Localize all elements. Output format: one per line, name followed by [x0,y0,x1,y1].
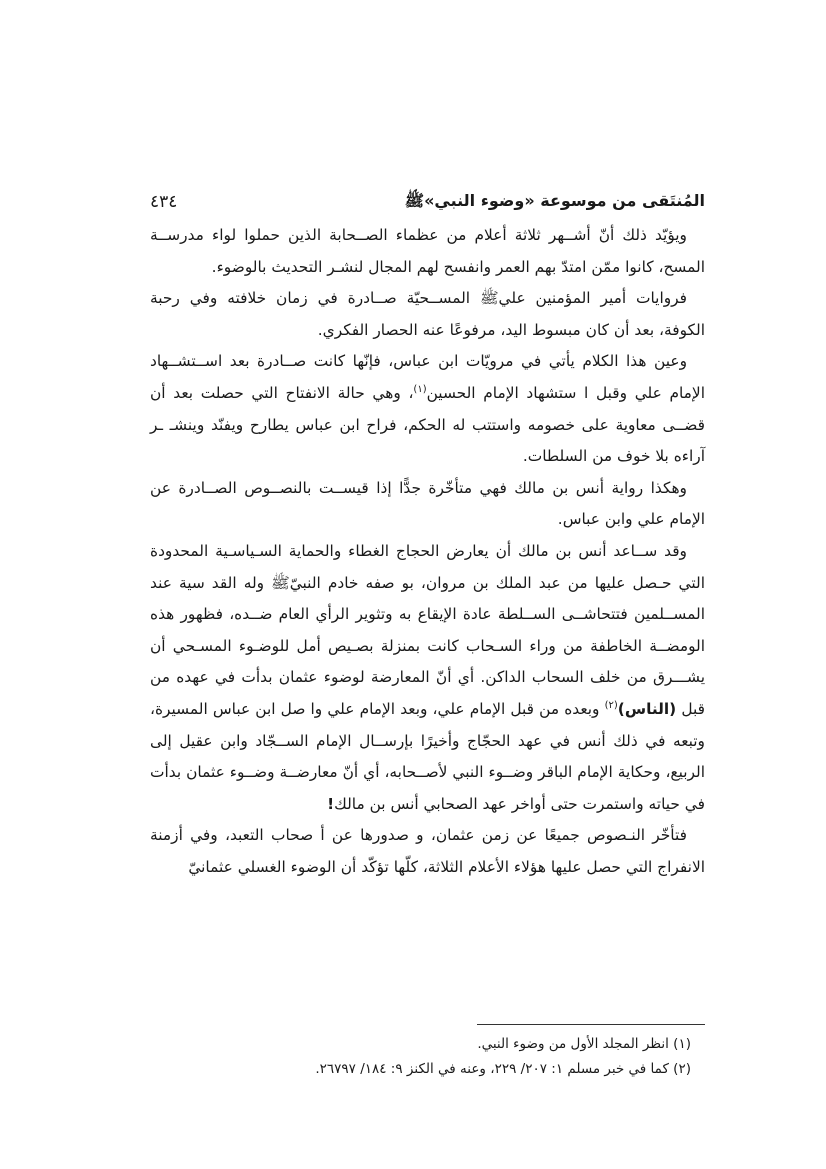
footnotes [150,1032,705,1082]
paragraph-5-text-a: وقد ســاعد أنس بن مالك أن يعارض الحجاج الغطاء والحماية السـياسـية المحدودة التي حـصل عليها من عبد الملك بن مروان، بو صفه خادم النبيّﷺ وله القد سية عند المســلمين فتتحاشــى الســلطة عادة الإيقاع به وتثوير الرأي العام ضــده، فظهور هذه الومضــة الخاطفة من وراء السـحاب كانت بمنزلة بصـيص أمل للوضـوء المسـحي أن يشـــرق من خلف السحاب الداكن. أي أنّ المعارضة لوضوء عثمان بدأت في عهده من قبل [150,541,705,718]
paragraph-5-bold-term: (الناس) [617,699,677,718]
footnote-ref-2[interactable]: (٢) [604,699,618,711]
page-header [150,188,705,216]
footnote-divider [477,1024,705,1025]
paragraph-6: فتأخّر النـصوص جميعًا عن زمن عثمان، و صدورها عن أ صحاب التعبد، وفي أزمنة الانفراج التي حصل عليها هؤلاء الأعلام الثلاثة، كلّها تؤكّد أن الوضوء الغسلي عثمانيّ [150,826,705,876]
paragraph-5-text-b: وبعده من قبل الإمام علي، وبعد الإمام علي وا صل ابن عباس المسيرة، وتبعه في ذلك أنس في عهد الحجّاج وأخيرًا بإرســال الإمام الســجّاد وابن عقيل إلى الربيع، وحكاية الإمام الباقر وضــوء النبي لأصــحابه، أي أنّ معارضــة وضــوء عثمان بدأت في حياته واستمرت حتى أواخر عهد الصحابي أنس بن مالك [150,699,705,813]
paragraph-3-text-a: وعين هذا الكلام يأتي في مرويّات ابن عباس، فإنّها كانت صــادرة بعد اســتشــهاد الإمام علي وقبل ا ستشهاد الإمام الحسين [150,352,705,402]
footnote-1: (١) انظر المجلد الأول من وضوء النبي. [477,1036,691,1052]
paragraph-2: فروايات أمير المؤمنين عليﷺ المســحيّة صــادرة في زمان خلافته وفي رحبة الكوفة، بعد أن كان مبسوط اليد، مرفوعًا عنه الحصار الفكري. [150,289,705,339]
paragraph-5 [150,536,705,820]
footnote-ref-1[interactable]: (١) [413,383,427,395]
paragraph-1: ويؤيّد ذلك أنّ أشــهر ثلاثة أعلام من عظماء الصــحابة الذين حملوا لواء مدرســة المسح، كانوا ممّن امتدّ بهم العمر وانفسح لهم المجال لنشـر التحديث بالوضوء. [150,226,705,276]
footnote-2: (٢) كما في خبر مسلم ١: ٢٠٧/ ٢٢٩، وعنه في الكنز ٩: ١٨٤/ ٢٦٧٩٧. [315,1061,691,1077]
paragraph-4: وهكذا رواية أنس بن مالك فهي متأخّرة جدًّا إذا قيســت بالنصــوص الصــادرة عن الإمام علي وابن عباس. [150,478,705,529]
page-number: ٤٣٤ [150,192,178,212]
paragraph-3-text-b: ، وهي حالة الانفتاح التي حصلت بعد أن قضــى معاوية على خصومه واستتب له الحكم، فراح ابن عباس يطارح ويفنّد وينشـ ـر آراءه بلا خوف من السلطات. [150,383,705,466]
paragraph-3 [150,346,705,472]
body-text [150,220,705,883]
paragraph-5-exclamation: ! [327,794,335,813]
running-title: المُنتَقى من موسوعة «وضوء النبي»ﷺ [404,190,705,210]
